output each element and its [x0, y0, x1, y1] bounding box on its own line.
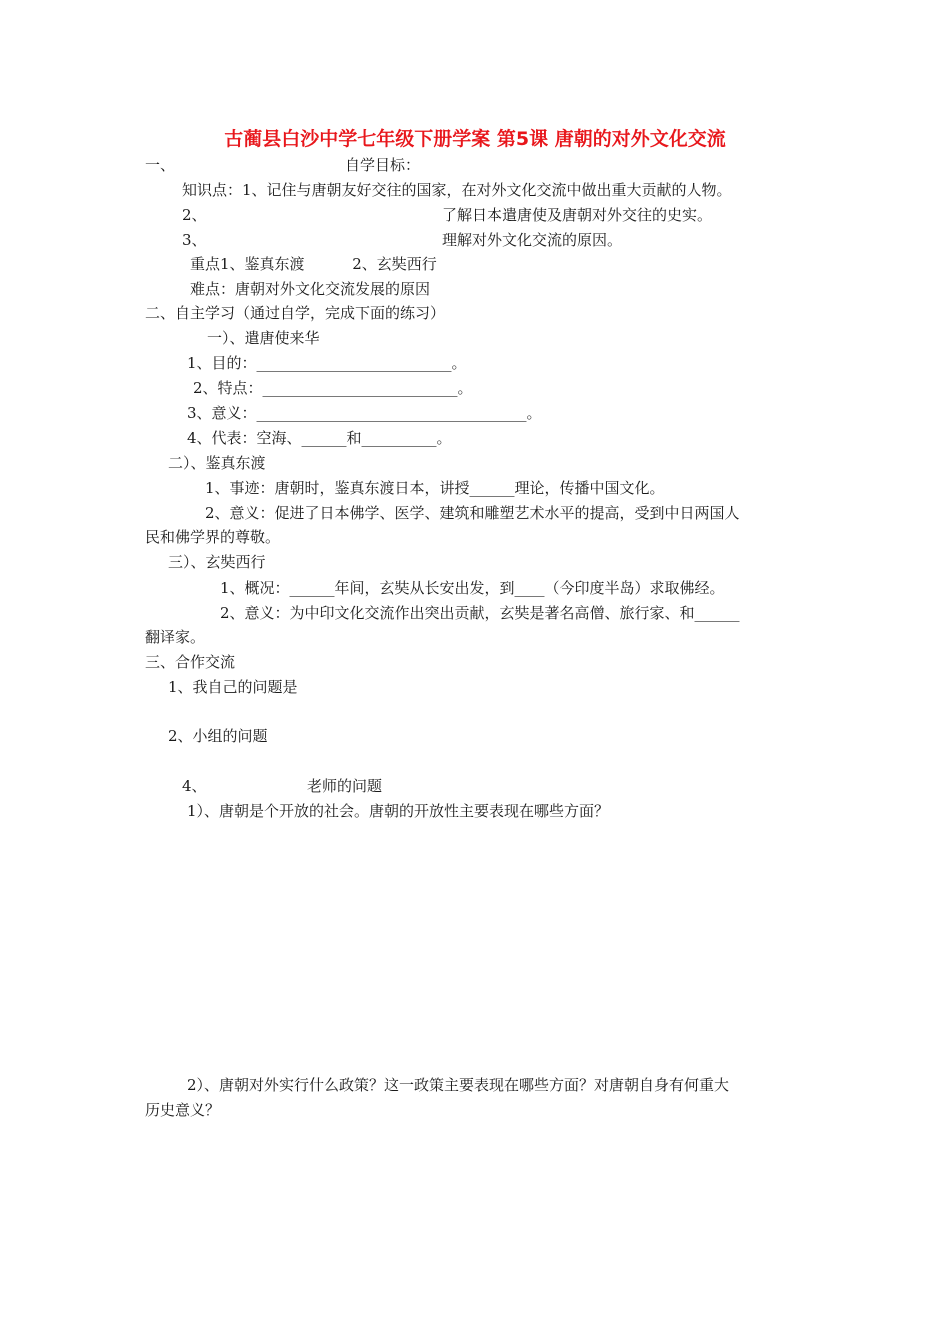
section-2-heading: 二、自主学习（通过自学，完成下面的练习） [145, 304, 446, 322]
section-3-heading: 三、合作交流 [145, 653, 236, 671]
part-1-line-1: 1、目的：__________________________。 [187, 354, 467, 372]
part-1-line-4: 4、代表：空海、______和__________。 [187, 429, 452, 447]
teacher-question-2: 2）、唐朝对外实行什么政策？这一政策主要表现在哪些方面？对唐朝自身有何重大 [187, 1076, 730, 1094]
part-2-line-2: 2、意义：促进了日本佛学、医学、建筑和雕塑艺术水平的提高，受到中日两国人 [205, 504, 740, 522]
teacher-question-1: 1）、唐朝是个开放的社会。唐朝的开放性主要表现在哪些方面？ [187, 802, 610, 820]
teacher-question-2-continued: 历史意义？ [145, 1101, 221, 1119]
key-points: 重点1、鉴真东渡 2、玄奘西行 [190, 255, 437, 273]
objective-line-2-number: 2、 [182, 206, 207, 224]
part-3-line-2: 2、意义：为中印文化交流作出突出贡献，玄奘是著名高僧、旅行家、和______ [220, 604, 740, 622]
section-1-number: 一、 [145, 156, 176, 174]
part-3-line-2-continued: 翻译家。 [145, 628, 206, 646]
objective-line-3-number: 3、 [182, 231, 207, 249]
difficulty: 难点：唐朝对外文化交流发展的原因 [190, 280, 431, 298]
question-group: 2、小组的问题 [168, 727, 268, 745]
document-title: 古蔺县白沙中学七年级下册学案 第5课 唐朝的对外文化交流 [224, 128, 726, 150]
part-1-heading: 一）、遣唐使来华 [207, 329, 320, 347]
part-3-heading: 三）、玄奘西行 [168, 553, 266, 571]
part-2-line-1: 1、事迹：唐朝时，鉴真东渡日本，讲授______理论，传播中国文化。 [205, 479, 665, 497]
part-1-line-3: 3、意义：____________________________________。 [187, 404, 542, 422]
question-teacher-label: 老师的问题 [307, 777, 383, 795]
section-1-heading: 自学目标： [345, 156, 421, 174]
part-3-line-1: 1、概况：______年间，玄奘从长安出发，到____（今印度半岛）求取佛经。 [220, 579, 725, 597]
part-2-heading: 二）、鉴真东渡 [168, 454, 266, 472]
objective-line-2-text: 了解日本遣唐使及唐朝对外交往的史实。 [442, 206, 713, 224]
question-teacher-number: 4、 [182, 777, 207, 795]
objective-line-3-text: 理解对外文化交流的原因。 [442, 231, 623, 249]
part-2-line-2-continued: 民和佛学界的尊敬。 [145, 528, 281, 546]
question-own: 1、我自己的问题是 [168, 678, 298, 696]
part-1-line-2: 2、特点：__________________________。 [193, 379, 473, 397]
objective-line-1: 知识点：1、记住与唐朝友好交往的国家，在对外文化交流中做出重大贡献的人物。 [182, 181, 732, 199]
